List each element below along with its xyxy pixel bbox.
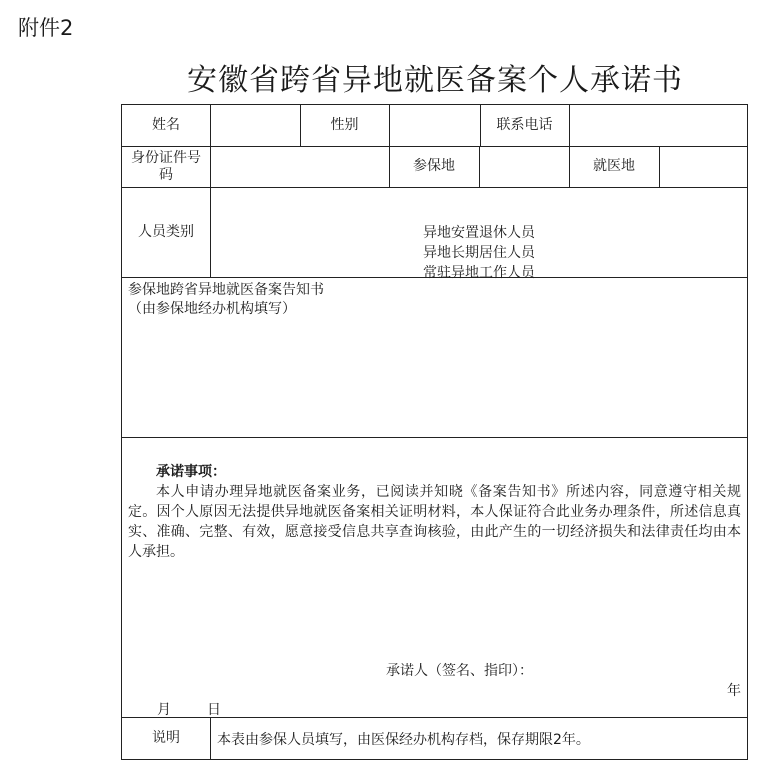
remark-label: 说明 xyxy=(152,729,180,746)
remark-text: 本表由参保人员填写，由医保经办机构存档，保存期限2年。 xyxy=(217,732,590,748)
month-day-line xyxy=(157,699,257,719)
day-label: 日 xyxy=(207,702,221,718)
commitment-section xyxy=(128,462,741,562)
gender-label: 性别 xyxy=(330,117,359,133)
phone-field[interactable] xyxy=(570,105,747,146)
month-label: 月 xyxy=(157,702,171,718)
phone-label: 联系电话 xyxy=(496,117,553,133)
medical-place-label: 就医地 xyxy=(593,158,635,174)
filing-notice-subtitle: （由参保地经办机构填写） xyxy=(128,301,296,317)
personnel-type-label: 人员类别 xyxy=(138,223,194,240)
personnel-option-stationed-worker[interactable]: 常驻异地工作人员 xyxy=(423,265,535,281)
commitment-form-table xyxy=(121,104,748,760)
commitment-heading: 承诺事项： xyxy=(156,464,226,480)
id-number-field[interactable] xyxy=(211,146,389,187)
row-divider xyxy=(122,187,747,188)
insured-place-label: 参保地 xyxy=(413,158,455,174)
row-divider xyxy=(122,437,747,438)
commitment-body: 本人申请办理异地就医备案业务，已阅读并知晓《备案告知书》所述内容，同意遵守相关规定。因个人原因无法提供异地就医备案相关证明材料，本人保证符合此业务办理条件，所述信息真实、准确、完整、有效，愿意接受信息共享查询核验，由此产生的一切经济损失和法律责任均由本人承担。 xyxy=(128,484,741,560)
filing-notice-title: 参保地跨省异地就医备案告知书 xyxy=(128,282,324,298)
name-label: 姓名 xyxy=(152,117,180,133)
insured-place-field[interactable] xyxy=(480,146,569,187)
document-title: 安徽省跨省异地就医备案个人承诺书 xyxy=(187,63,683,98)
medical-place-field[interactable] xyxy=(660,146,747,187)
name-field[interactable] xyxy=(211,105,300,146)
attachment-label: 附件2 xyxy=(18,16,74,40)
col-divider xyxy=(210,717,211,759)
signer-label: 承诺人（签名、指印）： xyxy=(386,663,533,679)
filing-notice-section xyxy=(128,281,324,319)
personnel-option-retired[interactable]: 异地安置退休人员 xyxy=(423,225,535,241)
gender-field[interactable] xyxy=(390,105,480,146)
personnel-option-long-term-resident[interactable]: 异地长期居住人员 xyxy=(423,245,535,261)
year-label: 年 xyxy=(727,683,741,699)
id-number-label: 身份证件号码 xyxy=(131,149,201,183)
